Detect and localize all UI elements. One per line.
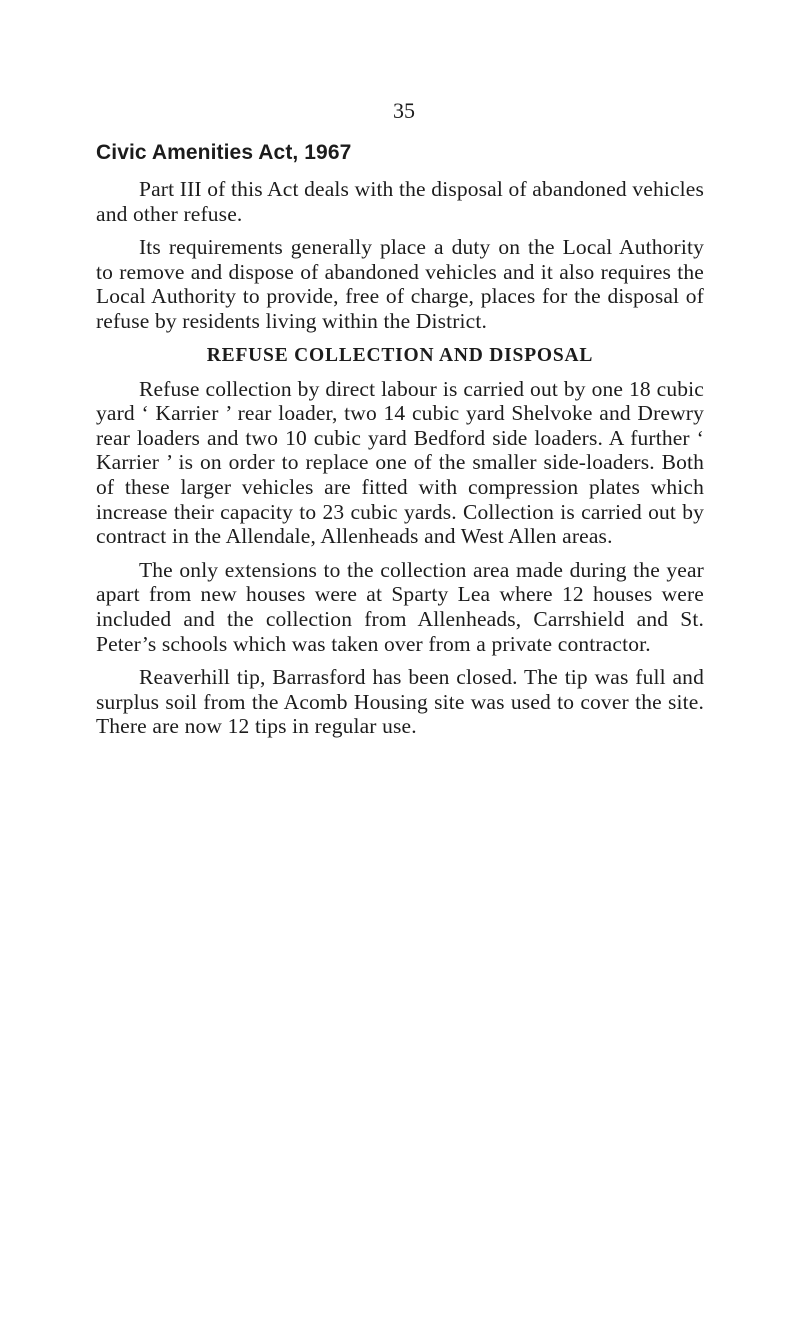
civic-amenities-paragraph-1: Part III of this Act deals with the disposal of abandoned vehicles and other refuse. (96, 177, 704, 226)
civic-amenities-heading: Civic Amenities Act, 1967 (96, 141, 352, 164)
refuse-collection-paragraph-1: Refuse collection by direct labour is carried out by one 18 cubic yard ‘ Karrier ’ rear loader, two 14 cubic yard Shelvoke and Drewry rear loaders and two 10 cubic yard Bedford side loaders. A further ‘ Karrier ’ is on order to replace one of the smaller side-loaders. Both of these larger vehicles are fitted with compression plates which increase their capacity to 23 cubic yards. Collection is carried out by contract in the Allendale, Allenheads and West Allen areas. (96, 376, 704, 549)
civic-amenities-paragraph-2: Its requirements generally place a duty on the Local Authority to remove and dispose of abandoned vehicles and it also requires the Local Authority to provide, free of charge, places for the disposal of refuse by residents living within the District. (96, 235, 704, 333)
refuse-collection-paragraph-3: Reaverhill tip, Barrasford has been closed. The tip was full and surplus soil from the Acomb Housing site was used to cover the site. There are now 12 tips in regular use. (96, 665, 704, 739)
page-number: 35 (393, 98, 415, 123)
refuse-collection-heading: REFUSE COLLECTION AND DISPOSAL (206, 344, 594, 366)
document-page (96, 97, 704, 748)
refuse-collection-paragraph-2: The only extensions to the collection area made during the year apart from new houses were at Sparty Lea where 12 houses were included and the collection from Allenheads, Carrshield and St. Peter’s schools which was taken over from a private contractor. (96, 557, 704, 656)
